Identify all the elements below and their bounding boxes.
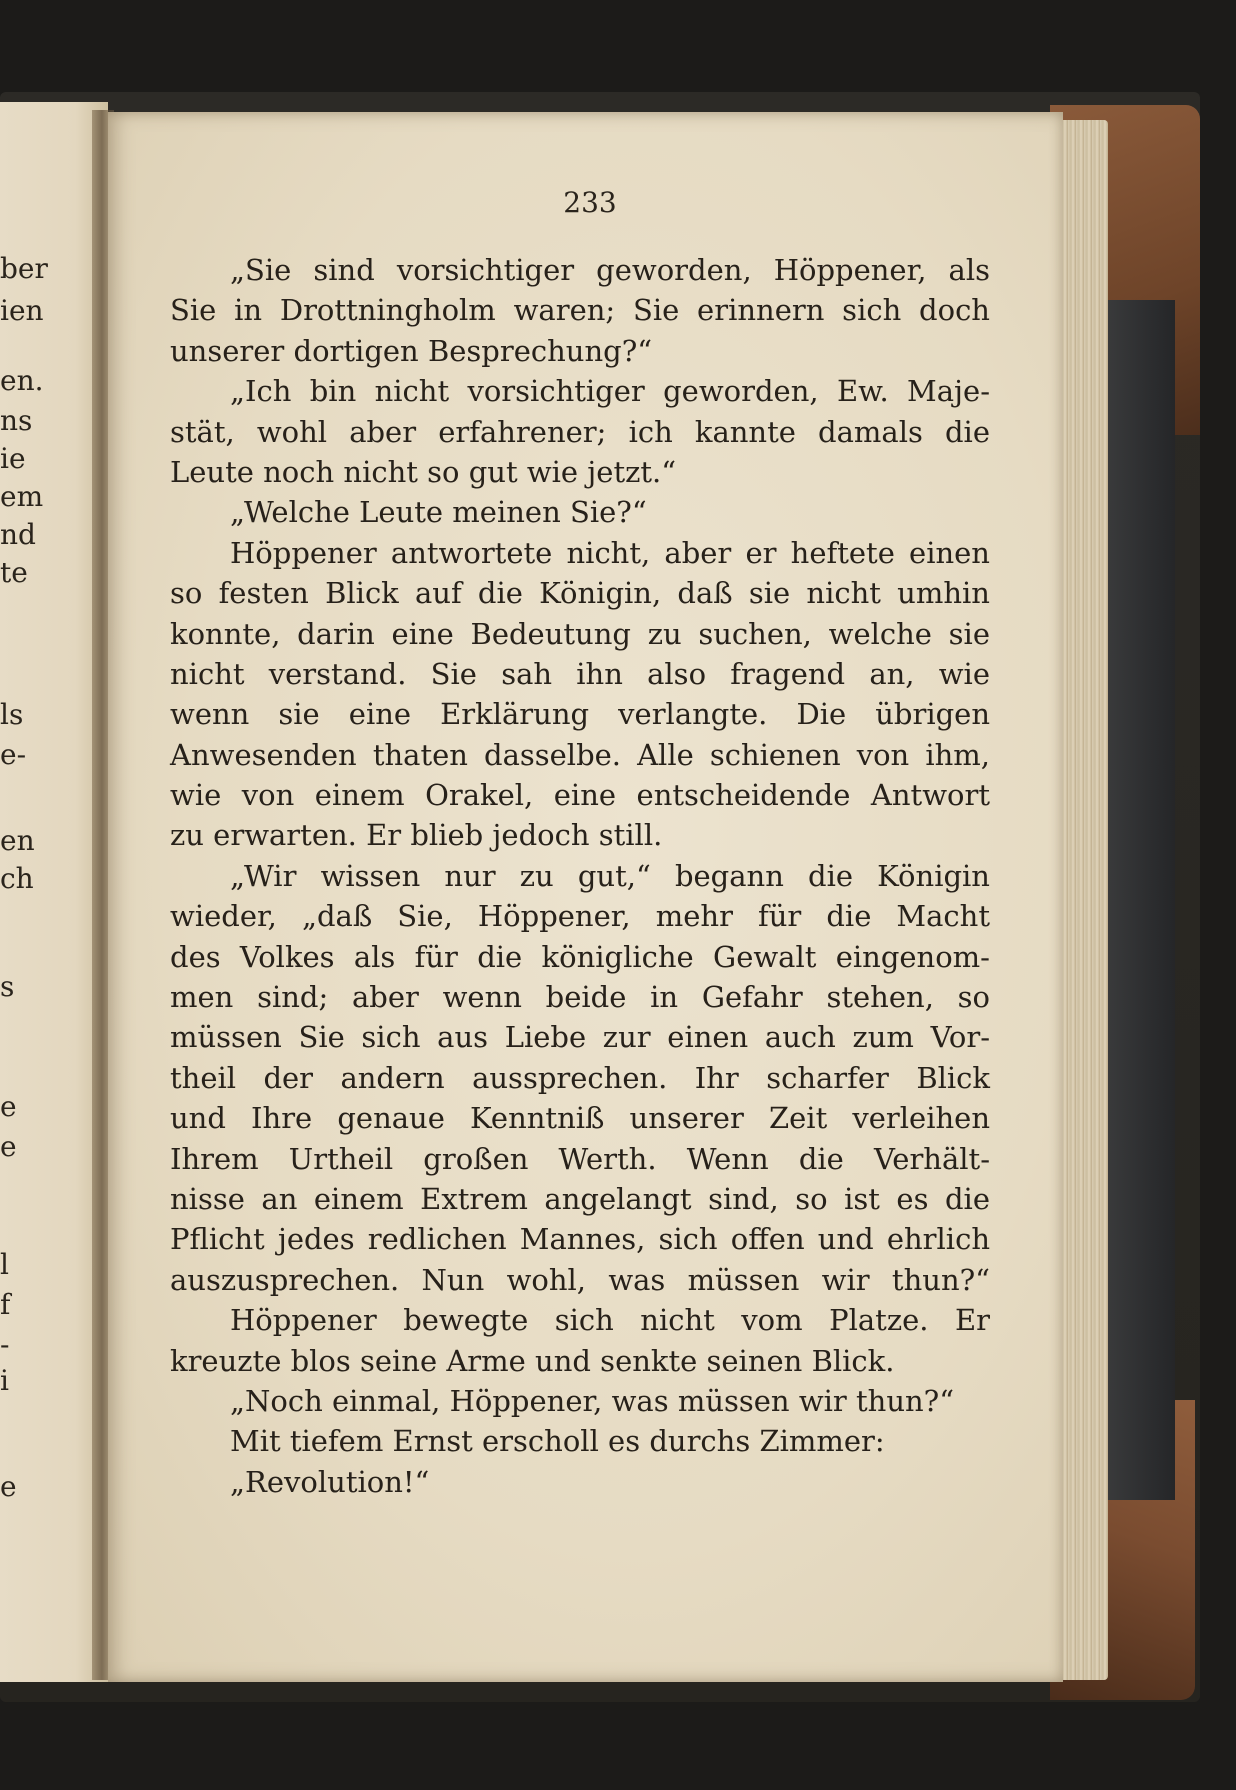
text-line: Leute noch nicht so gut wie jetzt.“ [170,454,677,489]
body-text [170,250,990,1502]
text-line: auszusprechen. Nun wohl, was müssen wir thun?“ [170,1262,990,1297]
left-page-fragment: te [0,556,28,589]
text-line: Anwesenden thaten dasselbe. Alle schienen von ihm, [170,737,990,772]
left-page-fragment: s [0,970,15,1003]
left-page-fragment: en. [0,364,44,397]
left-page-fragment: i [0,1364,9,1397]
text-line: kreuzte blos seine Arme und senkte seinen Blick. [170,1343,895,1378]
text-line: zu erwarten. Er blieb jedoch still. [170,818,663,853]
text-line: wenn sie eine Erklärung verlangte. Die übrigen [170,697,990,732]
left-page-fragment: - [0,1328,10,1361]
left-page-fragment: ien [0,294,44,327]
left-page-fragment: l [0,1248,9,1281]
text-line: stät, wohl aber erfahrener; ich kannte damals die [170,414,990,449]
text-line: Höppener bewegte sich nicht vom Platze. Er [230,1303,990,1338]
text-line: theil der andern aussprechen. Ihr scharfer Blick [170,1060,990,1095]
text-line: unserer dortigen Besprechung?“ [170,333,653,368]
left-page-fragment: ber [0,252,48,285]
page-edges [1060,120,1108,1680]
text-line: Höppener antwortete nicht, aber er heftete einen [230,535,990,570]
left-page-fragment: e- [0,738,27,771]
left-page-fragment: e [0,1130,17,1163]
left-page-fragment: e [0,1090,17,1123]
text-line: müssen Sie sich aus Liebe zur einen auch zum Vor- [170,1020,990,1055]
left-page-fragment: nd [0,518,36,551]
text-line: Sie in Drottningholm waren; Sie erinnern sich doch [170,293,990,328]
left-page-fragment: en [0,824,35,857]
text-line: wieder, „daß Sie, Höppener, mehr für die Macht [170,899,990,934]
text-line: „Ich bin nicht vorsichtiger geworden, Ew. Maje- [230,374,990,409]
text-line: „Wir wissen nur zu gut,“ begann die Königin [230,858,990,893]
text-line: wie von einem Orakel, eine entscheidende Antwort [170,778,990,813]
text-line: „Sie sind vorsichtiger geworden, Höppener, als [230,253,990,287]
cover-cloth [1105,300,1175,1500]
text-line: des Volkes als für die königliche Gewalt eingenom- [170,939,990,974]
left-page-fragment: f [0,1288,11,1321]
text-line: nisse an einem Extrem angelangt sind, so ist es die [170,1181,990,1216]
text-line: konnte, darin eine Bedeutung zu suchen, welche sie [170,616,990,651]
text-line: Ihrem Urtheil großen Werth. Wenn die Verhält- [170,1141,990,1176]
text-line: „Noch einmal, Höppener, was müssen wir thun?“ [230,1383,955,1418]
left-page-fragment: ch [0,862,34,895]
text-line: und Ihre genaue Kenntniß unserer Zeit verleihen [170,1101,990,1136]
text-line: so festen Blick auf die Königin, daß sie nicht umhin [170,576,990,611]
left-page-fragment: ls [0,698,24,731]
text-line: „Revolution!“ [230,1464,430,1499]
left-page-fragment: em [0,480,44,513]
text-line: „Welche Leute meinen Sie?“ [230,495,647,530]
left-page-fragment: ns [0,404,33,437]
left-page-fragment: e [0,1470,17,1503]
text-line: men sind; aber wenn beide in Gefahr stehen, so [170,980,990,1015]
page-number: 233 [563,186,617,219]
text-line: Pflicht jedes redlichen Mannes, sich offen und ehrlich [170,1222,990,1257]
text-line: Mit tiefem Ernst erscholl es durchs Zimmer: [230,1424,885,1459]
text-line: nicht verstand. Sie sah ihn also fragend an, wie [170,656,990,691]
left-page-fragment: ie [0,442,26,475]
